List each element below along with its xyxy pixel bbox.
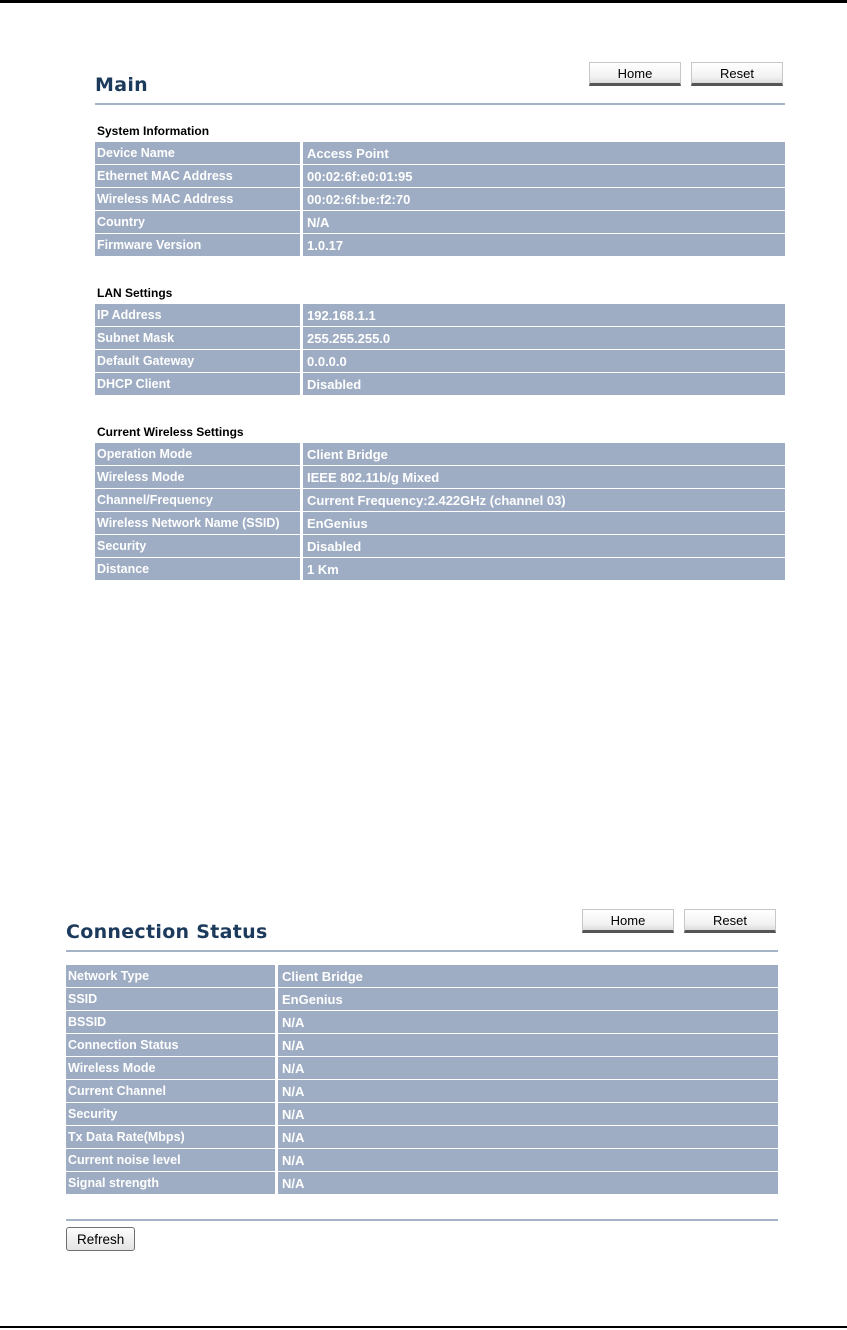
row-label: Wireless Network Name (SSID) (95, 512, 303, 534)
table-row (66, 1057, 778, 1079)
row-label: Wireless Mode (95, 466, 303, 488)
row-value: Access Point (303, 142, 785, 164)
row-value: N/A (278, 1126, 778, 1148)
page-title: Main (95, 74, 148, 96)
page-bottom-rule (0, 1326, 847, 1328)
row-value: 1.0.17 (303, 234, 785, 256)
row-value: N/A (278, 1034, 778, 1056)
row-value: EnGenius (303, 512, 785, 534)
table-row (95, 466, 785, 488)
row-value: N/A (278, 1080, 778, 1102)
table-row (95, 443, 785, 465)
table-row (95, 535, 785, 557)
home-button[interactable]: Home (582, 909, 674, 933)
footer-divider (66, 1219, 778, 1221)
row-value: 1 Km (303, 558, 785, 580)
row-label: IP Address (95, 304, 303, 326)
main-header (95, 62, 785, 102)
table-row (66, 1172, 778, 1194)
page-top-rule (0, 0, 847, 3)
table-row (95, 373, 785, 395)
table-row (95, 350, 785, 372)
table-row (66, 1103, 778, 1125)
table-row (66, 965, 778, 987)
reset-button[interactable]: Reset (684, 909, 776, 933)
reset-button[interactable]: Reset (691, 62, 783, 86)
connection-header (66, 909, 778, 949)
row-value: N/A (278, 1149, 778, 1171)
main-panel (95, 62, 785, 581)
row-label: Ethernet MAC Address (95, 165, 303, 187)
row-value: N/A (303, 211, 785, 233)
row-value: 00:02:6f:e0:01:95 (303, 165, 785, 187)
table-row (95, 165, 785, 187)
row-value: N/A (278, 1103, 778, 1125)
row-value: EnGenius (278, 988, 778, 1010)
row-value: 192.168.1.1 (303, 304, 785, 326)
row-label: Distance (95, 558, 303, 580)
row-label: SSID (66, 988, 278, 1010)
lan-settings-table (95, 303, 785, 396)
row-label: Operation Mode (95, 443, 303, 465)
table-row (66, 1011, 778, 1033)
row-label: Wireless Mode (66, 1057, 278, 1079)
table-row (66, 1080, 778, 1102)
table-row (95, 489, 785, 511)
row-label: DHCP Client (95, 373, 303, 395)
table-row (95, 327, 785, 349)
row-value: Current Frequency:2.422GHz (channel 03) (303, 489, 785, 511)
row-label: Country (95, 211, 303, 233)
connection-title: Connection Status (66, 921, 268, 943)
row-label: Current Channel (66, 1080, 278, 1102)
system-information-table (95, 141, 785, 257)
section-title-wireless-settings: Current Wireless Settings (97, 425, 244, 439)
row-value: Client Bridge (303, 443, 785, 465)
table-row (95, 558, 785, 580)
row-value: N/A (278, 1011, 778, 1033)
row-label: Signal strength (66, 1172, 278, 1194)
table-row (95, 188, 785, 210)
row-label: Firmware Version (95, 234, 303, 256)
row-label: Wireless MAC Address (95, 188, 303, 210)
table-row (66, 1149, 778, 1171)
table-row (95, 304, 785, 326)
row-label: Subnet Mask (95, 327, 303, 349)
row-label: Channel/Frequency (95, 489, 303, 511)
table-row (66, 1126, 778, 1148)
section-title-system-information: System Information (97, 124, 210, 138)
home-button[interactable]: Home (589, 62, 681, 86)
table-row (95, 211, 785, 233)
table-row (95, 234, 785, 256)
refresh-button[interactable]: Refresh (66, 1227, 135, 1251)
row-label: Network Type (66, 965, 278, 987)
row-label: Default Gateway (95, 350, 303, 372)
table-row (66, 1034, 778, 1056)
connection-status-panel (66, 909, 778, 1251)
row-value: 0.0.0.0 (303, 350, 785, 372)
row-value: IEEE 802.11b/g Mixed (303, 466, 785, 488)
section-title-lan-settings: LAN Settings (97, 286, 173, 300)
table-row (95, 142, 785, 164)
table-row (66, 988, 778, 1010)
row-label: Device Name (95, 142, 303, 164)
connection-status-table (66, 964, 778, 1195)
row-label: Security (95, 535, 303, 557)
row-label: Current noise level (66, 1149, 278, 1171)
row-value: N/A (278, 1057, 778, 1079)
row-value: Client Bridge (278, 965, 778, 987)
row-label: BSSID (66, 1011, 278, 1033)
row-label: Security (66, 1103, 278, 1125)
row-value: 255.255.255.0 (303, 327, 785, 349)
row-value: Disabled (303, 373, 785, 395)
row-label: Connection Status (66, 1034, 278, 1056)
row-value: Disabled (303, 535, 785, 557)
wireless-settings-table (95, 442, 785, 581)
table-row (95, 512, 785, 534)
row-value: 00:02:6f:be:f2:70 (303, 188, 785, 210)
row-value: N/A (278, 1172, 778, 1194)
row-label: Tx Data Rate(Mbps) (66, 1126, 278, 1148)
